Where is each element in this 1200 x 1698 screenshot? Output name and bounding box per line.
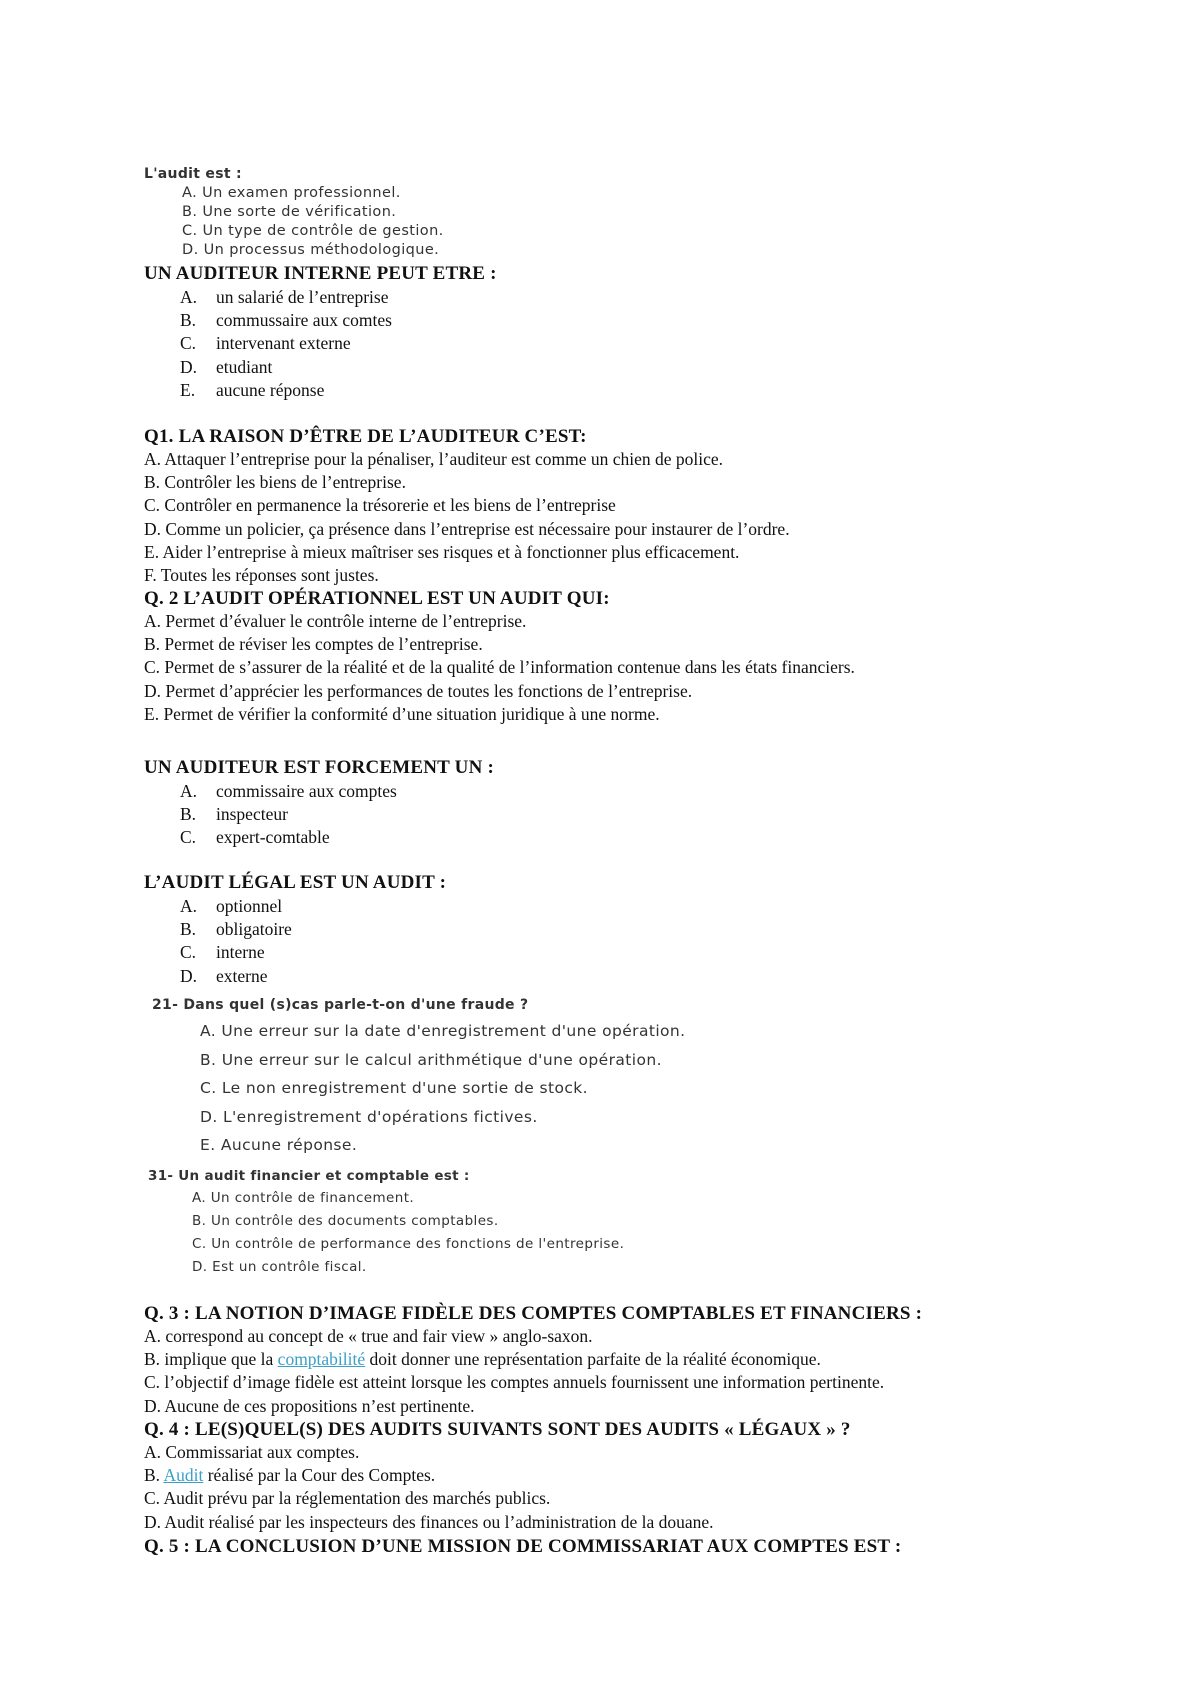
option-c: C. Un contrôle de performance des fonctions de l'entreprise.: [192, 1236, 625, 1252]
question-title: Q. 2 L’AUDIT OPÉRATIONNEL EST UN AUDIT QUI:: [144, 588, 610, 609]
option-b: B. Un contrôle des documents comptables.: [192, 1213, 499, 1229]
option-d: D. externe: [180, 965, 268, 986]
option-b: B. Contrôler les biens de l’entreprise.: [144, 472, 406, 493]
option-e: E. Permet de vérifier la conformité d’une situation juridique à une norme.: [144, 703, 660, 724]
audit-link[interactable]: Audit: [163, 1465, 204, 1486]
option-b: B. Une erreur sur le calcul arithmétique d'une opération.: [200, 1050, 662, 1069]
question-title: L’AUDIT LÉGAL EST UN AUDIT :: [144, 872, 447, 893]
question-title: Q1. LA RAISON D’ÊTRE DE L’AUDITEUR C’EST:: [144, 426, 587, 447]
option-a: A. correspond au concept de « true and fair view » anglo-saxon.: [144, 1326, 593, 1346]
image-question-audit: [144, 164, 1100, 260]
question-auditeur-forcement: [144, 756, 1100, 850]
option-a: A. optionnel: [180, 896, 283, 916]
option-a: A. Un examen professionnel.: [182, 185, 401, 201]
question-q3: [144, 1302, 1100, 1418]
image-question-audit-financier: [148, 1165, 1100, 1279]
option-c: C. Contrôler en permanence la trésorerie et les biens de l’entreprise: [144, 495, 616, 516]
question-q1: [144, 425, 1100, 587]
option-a: A. Un contrôle de financement.: [192, 1190, 415, 1206]
question-title: UN AUDITEUR EST FORCEMENT UN :: [144, 757, 494, 778]
question-auditeur-interne: [144, 262, 1100, 402]
question-title: Q. 4 : LE(S)QUEL(S) DES AUDITS SUIVANTS SONT DES AUDITS « LÉGAUX » ?: [144, 1419, 851, 1440]
question-title: UN AUDITEUR INTERNE PEUT ETRE :: [144, 263, 497, 284]
option-f: F. Toutes les réponses sont justes.: [144, 565, 379, 586]
option-e: E. Aider l’entreprise à mieux maîtriser ses risques et à fonctionner plus efficacement.: [144, 541, 740, 562]
option-c: C. interne: [180, 942, 265, 963]
option-b: B. Permet de réviser les comptes de l’entreprise.: [144, 634, 483, 655]
image-question-fraude: [152, 993, 1100, 1160]
option-b: B. commussaire aux comtes: [180, 310, 392, 331]
question-audit-legal: [144, 871, 1100, 988]
option-c: C. expert-comtable: [180, 827, 330, 848]
option-d: D. Audit réalisé par les inspecteurs des finances ou l’administration de la douane.: [144, 1511, 714, 1532]
option-a: A. Permet d’évaluer le contrôle interne de l’entreprise.: [144, 611, 527, 631]
option-d: D. Un processus méthodologique.: [182, 242, 440, 258]
option-b: B. Audit réalisé par la Cour des Comptes.: [144, 1465, 436, 1486]
option-b: B. implique que la comptabilité doit donner une représentation parfaite de la réalité économique.: [144, 1349, 821, 1370]
option-c: C. l’objectif d’image fidèle est atteint lorsque les comptes annuels fournissent une information pertinente.: [144, 1372, 885, 1393]
comptabilite-link[interactable]: comptabilité: [277, 1349, 366, 1370]
question-q4: [144, 1418, 1100, 1534]
question-title: Q. 5 : LA CONCLUSION D’UNE MISSION DE COMMISSARIAT AUX COMPTES EST :: [144, 1536, 902, 1557]
option-d: D. Est un contrôle fiscal.: [192, 1259, 367, 1275]
option-e: E. Aucune réponse.: [200, 1136, 358, 1154]
option-a: A. Commissariat aux comptes.: [144, 1442, 360, 1462]
option-c: C. Permet de s’assurer de la réalité et de la qualité de l’information contenue dans les états financiers.: [144, 657, 855, 678]
question-text: 31- Un audit financier et comptable est :: [148, 1168, 470, 1184]
option-d: D. Comme un policier, ça présence dans l’entreprise est nécessaire pour instaurer de l’ordre.: [144, 518, 790, 539]
option-d: D. L'enregistrement d'opérations fictives.: [200, 1107, 538, 1126]
option-d: D. etudiant: [180, 356, 273, 377]
question-text: L'audit est :: [144, 166, 242, 182]
option-c: C. Un type de contrôle de gestion.: [182, 223, 444, 239]
option-c: C. Le non enregistrement d'une sortie de stock.: [200, 1079, 588, 1097]
question-text: 21- Dans quel (s)cas parle-t-on d'une fraude ?: [152, 997, 529, 1013]
option-a: A. Une erreur sur la date d'enregistrement d'une opération.: [200, 1022, 686, 1040]
option-d: D. Permet d’apprécier les performances de toutes les fonctions de l’entreprise.: [144, 680, 693, 701]
question-q2: [144, 587, 1100, 726]
option-b: B. inspecteur: [180, 804, 288, 825]
option-a: A. commissaire aux comptes: [180, 781, 397, 801]
question-title: Q. 3 : LA NOTION D’IMAGE FIDÈLE DES COMPTES COMPTABLES ET FINANCIERS :: [144, 1303, 923, 1324]
question-q5: [144, 1535, 1100, 1558]
option-b: B. obligatoire: [180, 919, 292, 940]
option-c: C. Audit prévu par la réglementation des marchés publics.: [144, 1488, 551, 1509]
option-a: A. Attaquer l’entreprise pour la pénaliser, l’auditeur est comme un chien de police.: [144, 449, 724, 469]
option-e: E. aucune réponse: [180, 379, 325, 400]
option-c: C. intervenant externe: [180, 333, 351, 354]
option-b: B. Une sorte de vérification.: [182, 204, 397, 220]
option-d: D. Aucune de ces propositions n’est pertinente.: [144, 1395, 475, 1416]
option-a: A. un salarié de l’entreprise: [180, 287, 389, 307]
